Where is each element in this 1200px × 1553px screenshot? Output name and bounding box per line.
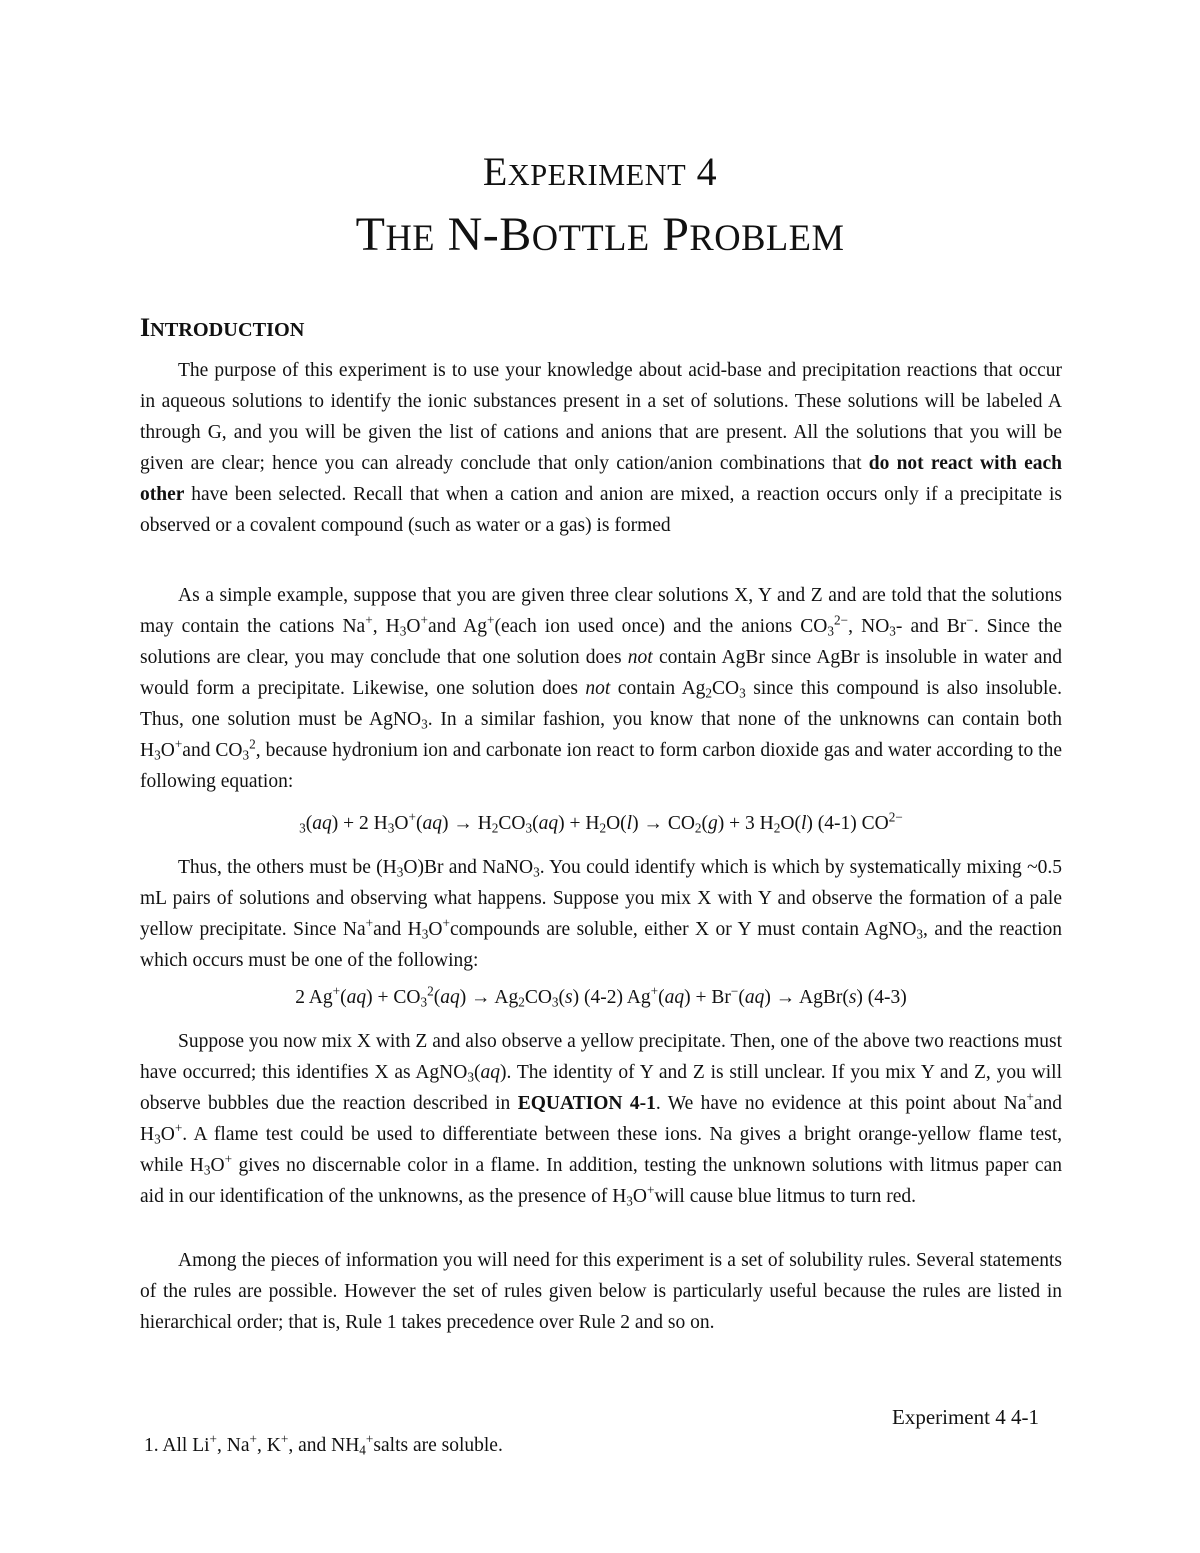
solubility-rule-1: 1. All Li+, Na+, K+, and $NH_4^+salts$ are soluble. (144, 1431, 503, 1458)
experiment-number-title: EXPERIMENT 4 (482, 149, 718, 194)
intro-paragraph-4: Suppose you now mix X with Z and also observe a yellow precipitate. Then, one of the above two reactions must have occurred; this identifies X as AgNO$_3$(aq). The identity of Y and Z is still unclear. If you mix Y and Z, you will observe bubbles due the reaction described in EQUATION 4-1. We have no evidence at this point about Na+and $H_3O^+$. A flame test could be used to differentiate between these ions. Na gives a bright orange-yellow flame test, while $H_3O^+$ gives no discernable color in a flame. In addition, testing the unknown solutions with litmus paper can aid in our identification of the unknowns, as the presence of $H_3O^+will$ cause blue litmus to turn red. (140, 1031, 1062, 1209)
emphasis-bold: do not react with each other (140, 453, 1062, 505)
experiment-title: THE N-BOTTLE PROBLEM (355, 208, 845, 261)
intro-paragraph-5: Among the pieces of information you will need for this experiment is a set of solubility rules. Several statements of the rules are possible. However the set of rules given below is particularly useful because the rules are listed in hierarchical order; that is, Rule 1 takes precedence over Rule 2 and so on. (140, 1250, 1062, 1333)
equation-reference: EQUATION 4-1 (517, 1093, 656, 1114)
intro-paragraph-3: Thus, the others must be $(H_3O)Br$ and NaNO$_3$. You could identify which is which by systematically mixing ~0.5 mL pairs of solutions and observing what happens. Suppose you mix X with Y and observe the formation of a pale yellow precipitate. Since Na+and $H_3O^+compounds$ are soluble, either X or Y must contain AgNO$_3$, and the reaction which occurs must be one of the following: (140, 857, 1063, 971)
section-heading-introduction: INTRODUCTION (140, 313, 305, 342)
equation-4-1: $_3$(aq) + 2 $H_3O^+(aq) \to H_2CO_3(aq) + H_2O(l) \to CO_2(g) + 3$ $H_2O(l)$ (4-1) $CO^{2-}$ (299, 809, 903, 836)
intro-paragraph-1: The purpose of this experiment is to use your knowledge about acid-base and precipitation reactions that occur in aqueous solutions to identify the ionic substances present in a set of solutions. These solutions will be labeled A through G, and you will be given the list of cations and anions that are present. All the solutions that you will be given are clear; hence you can already conclude that only cation/anion combinations that do not react with each other have been selected. Recall that when a cation and anion are mixed, a reaction occurs only if a precipitate is observed or a covalent compound (such as water or a gas) is formed (140, 360, 1062, 536)
intro-paragraph-2: As a simple example, suppose that you are given three clear solutions X, Y and Z and are told that the solutions may contain the cations Na+, $H_3O^+and$ Ag+(each ion used once) and the anions $CO_3^{2-}$, $NO_3-$ and Br−. Since the solutions are clear, you may conclude that one solution does not contain AgBr since AgBr is insoluble in water and would form a precipitate. Likewise, one solution does not contain $Ag_2CO_3$ since this compound is also insoluble. Thus, one solution must be AgNO$_3$. In a similar fashion, you know that none of the unknowns can contain both $H_3O^+and$ $CO_3^2$, because hydronium ion and carbonate ion react to form carbon dioxide gas and water according to the following equation: (140, 585, 1063, 792)
page-footer: Experiment 4 4-1 (892, 1405, 1039, 1429)
equations-4-2-4-3: 2 $Ag^+(aq) + CO_3^2(aq) \to Ag_2CO_3(s)$ (4-2) Ag+(aq) + Br−(aq) → AgBr(s) (4-3) (295, 983, 907, 1010)
